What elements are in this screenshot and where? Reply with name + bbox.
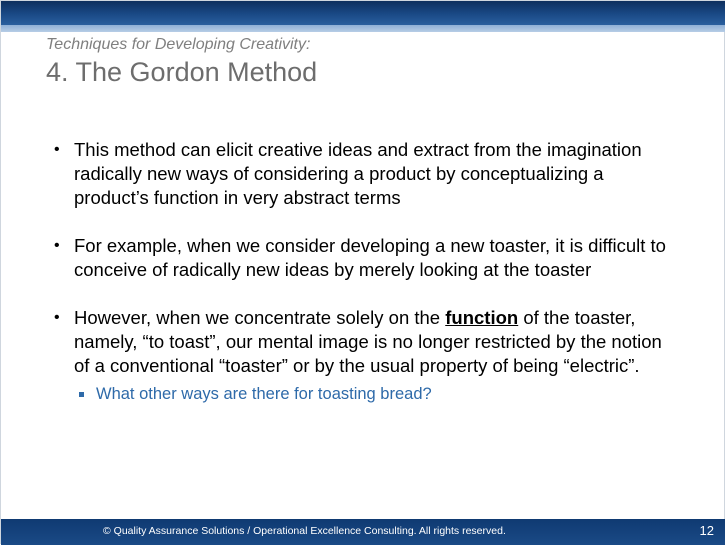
slide-body <box>51 138 681 406</box>
bullet-item <box>51 234 681 282</box>
slide-title: 4. The Gordon Method <box>46 57 318 87</box>
sub-bullet-text: What other ways are there for toasting bread? <box>96 385 432 403</box>
bullet-emphasis: function <box>445 307 519 328</box>
footer-copyright: © Quality Assurance Solutions / Operational Excellence Consulting. All rights reserved. <box>103 525 506 537</box>
bullet-item <box>51 138 681 210</box>
header-stripe <box>1 25 725 32</box>
bullet-dot-icon: • <box>54 309 60 326</box>
bullet-text-before: However, when we concentrate solely on the <box>74 307 446 328</box>
header-bar <box>1 1 725 25</box>
slide-subtitle: Techniques for Developing Creativity: <box>46 36 311 53</box>
bullet-text-after: of the toaster, namely, “to toast”, our mental image is no longer restricted by the notion of a conventional “toaster” or by the usual property of being “electric”. <box>74 307 662 376</box>
bullet-dot-icon: • <box>54 237 60 254</box>
bullet-text: For example, when we consider developing a new toaster, it is difficult to conceive of radically new ideas by merely looking at the toaster <box>74 235 666 280</box>
page-number: 12 <box>699 523 714 538</box>
square-bullet-icon <box>79 392 84 397</box>
sub-bullet-item <box>51 382 681 406</box>
bullet-dot-icon: • <box>54 141 60 158</box>
bullet-item <box>51 306 681 378</box>
footer-bar <box>1 519 725 545</box>
bullet-text: This method can elicit creative ideas and extract from the imagination radically new ways of considering a product by conceptualizing a product’s function in very abstract terms <box>74 139 642 208</box>
